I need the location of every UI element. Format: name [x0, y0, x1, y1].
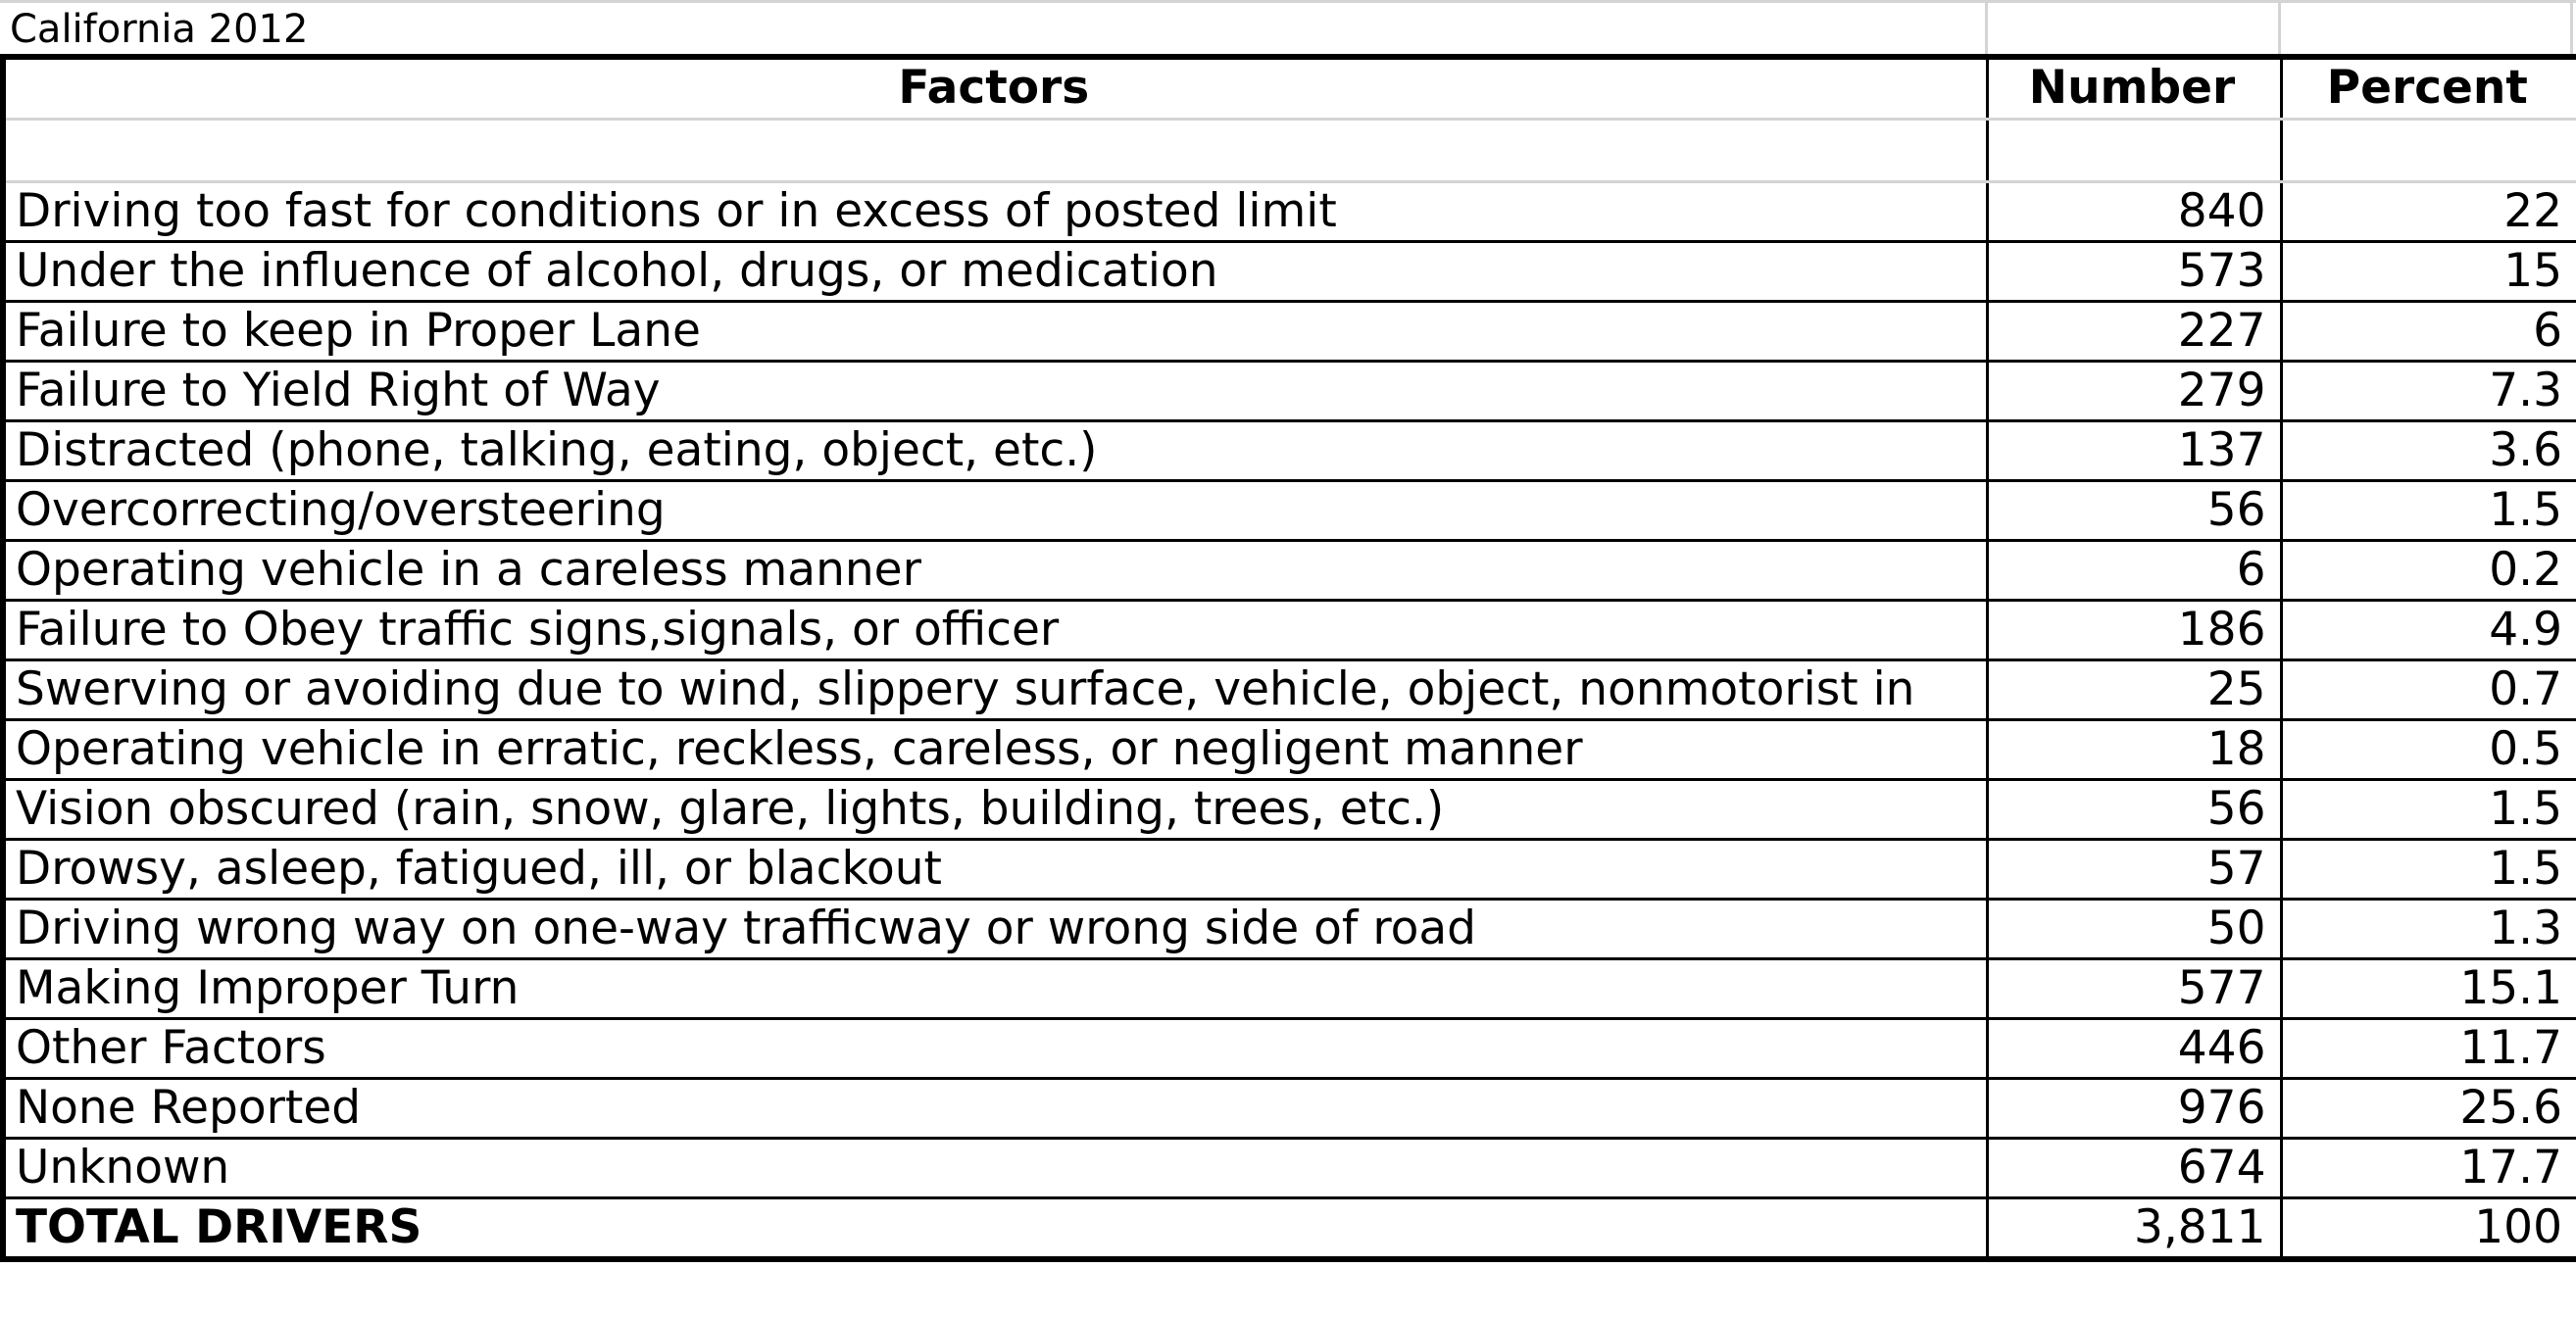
table-row	[3, 899, 2576, 958]
header-row	[3, 57, 2576, 119]
percent-cell: 11.7	[2281, 1018, 2576, 1078]
factor-cell: None Reported	[3, 1078, 1987, 1138]
table-row	[3, 361, 2576, 420]
factor-cell: Failure to Obey traffic signs,signals, or officer	[3, 600, 1987, 659]
percent-cell: 1.5	[2281, 839, 2576, 899]
table-row	[3, 958, 2576, 1018]
gridline	[2570, 3, 2573, 57]
percent-cell: 0.2	[2281, 540, 2576, 600]
number-cell: 18	[1987, 719, 2281, 779]
total-number: 3,811	[1987, 1197, 2281, 1259]
factor-cell: Failure to keep in Proper Lane	[3, 301, 1987, 361]
table-row	[3, 839, 2576, 899]
factor-cell: Under the influence of alcohol, drugs, or medication	[3, 241, 1987, 301]
factor-cell: Failure to Yield Right of Way	[3, 361, 1987, 420]
percent-cell: 15.1	[2281, 958, 2576, 1018]
header-percent: Percent	[2281, 57, 2576, 119]
number-cell: 227	[1987, 301, 2281, 361]
table-row	[3, 1018, 2576, 1078]
table-row	[3, 659, 2576, 719]
factor-cell: Operating vehicle in a careless manner	[3, 540, 1987, 600]
header-number: Number	[1987, 57, 2281, 119]
factor-cell: Distracted (phone, talking, eating, object, etc.)	[3, 420, 1987, 480]
table-row	[3, 719, 2576, 779]
table-row	[3, 241, 2576, 301]
factor-cell: Unknown	[3, 1138, 1987, 1197]
percent-cell: 1.5	[2281, 779, 2576, 839]
number-cell: 25	[1987, 659, 2281, 719]
factor-cell: Vision obscured (rain, snow, glare, lights, building, trees, etc.)	[3, 779, 1987, 839]
percent-cell: 7.3	[2281, 361, 2576, 420]
number-cell: 674	[1987, 1138, 2281, 1197]
gridline	[1985, 3, 1988, 57]
factor-cell: Driving too fast for conditions or in excess of posted limit	[3, 181, 1987, 241]
percent-cell: 1.3	[2281, 899, 2576, 958]
factor-cell: Making Improper Turn	[3, 958, 1987, 1018]
blank-row	[3, 119, 2576, 181]
blank-cell	[1987, 119, 2281, 181]
factor-cell: Other Factors	[3, 1018, 1987, 1078]
table-row	[3, 540, 2576, 600]
total-label: TOTAL DRIVERS	[3, 1197, 1987, 1259]
table-row	[3, 301, 2576, 361]
number-cell: 279	[1987, 361, 2281, 420]
factor-cell: Swerving or avoiding due to wind, slippery surface, vehicle, object, nonmotorist in	[3, 659, 1987, 719]
number-cell: 137	[1987, 420, 2281, 480]
table-row	[3, 1138, 2576, 1197]
factor-cell: Operating vehicle in erratic, reckless, careless, or negligent manner	[3, 719, 1987, 779]
table-row	[3, 779, 2576, 839]
percent-cell: 3.6	[2281, 420, 2576, 480]
number-cell: 840	[1987, 181, 2281, 241]
total-row	[3, 1197, 2576, 1259]
table-row	[3, 480, 2576, 540]
percent-cell: 25.6	[2281, 1078, 2576, 1138]
number-cell: 577	[1987, 958, 2281, 1018]
table-row	[3, 600, 2576, 659]
number-cell: 50	[1987, 899, 2281, 958]
gridline	[2278, 3, 2281, 57]
total-percent: 100	[2281, 1197, 2576, 1259]
percent-cell: 22	[2281, 181, 2576, 241]
title-row	[0, 0, 2576, 54]
percent-cell: 0.5	[2281, 719, 2576, 779]
percent-cell: 0.7	[2281, 659, 2576, 719]
number-cell: 976	[1987, 1078, 2281, 1138]
number-cell: 186	[1987, 600, 2281, 659]
number-cell: 446	[1987, 1018, 2281, 1078]
factors-table	[0, 54, 2576, 1262]
factor-cell: Drowsy, asleep, fatigued, ill, or blackout	[3, 839, 1987, 899]
number-cell: 6	[1987, 540, 2281, 600]
percent-cell: 4.9	[2281, 600, 2576, 659]
number-cell: 57	[1987, 839, 2281, 899]
percent-cell: 15	[2281, 241, 2576, 301]
number-cell: 56	[1987, 779, 2281, 839]
factor-cell: Driving wrong way on one-way trafficway or wrong side of road	[3, 899, 1987, 958]
percent-cell: 1.5	[2281, 480, 2576, 540]
blank-cell	[2281, 119, 2576, 181]
header-factors: Factors	[3, 57, 1987, 119]
table-row	[3, 1078, 2576, 1138]
sheet-title: California 2012	[10, 7, 309, 52]
percent-cell: 17.7	[2281, 1138, 2576, 1197]
factor-cell: Overcorrecting/oversteering	[3, 480, 1987, 540]
table-row	[3, 181, 2576, 241]
blank-cell	[3, 119, 1987, 181]
number-cell: 56	[1987, 480, 2281, 540]
number-cell: 573	[1987, 241, 2281, 301]
table-row	[3, 420, 2576, 480]
percent-cell: 6	[2281, 301, 2576, 361]
